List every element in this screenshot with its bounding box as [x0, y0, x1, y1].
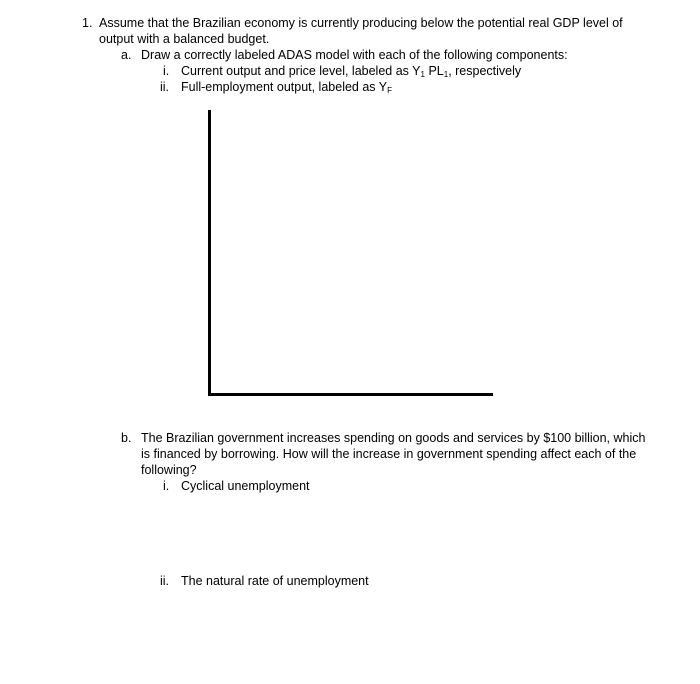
part-b-item-2-marker: ii. — [160, 574, 170, 588]
question-number: 1. — [82, 16, 93, 30]
item-1-text-after: , respectively — [448, 64, 522, 78]
item-2-text-before: Full-employment output, labeled as Y — [181, 80, 388, 94]
part-a-item-1-marker: i. — [163, 64, 170, 78]
part-a-marker: a. — [121, 48, 132, 62]
part-a-text: Draw a correctly labeled ADAS model with each of the following components: — [141, 48, 568, 62]
part-b-text-line-3: following? — [141, 463, 197, 477]
part-b-text-line-2: is financed by borrowing. How will the increase in government spending affect each of the — [141, 447, 637, 461]
part-b-text-line-1: The Brazilian government increases spending on goods and services by $100 billion, which — [141, 431, 646, 445]
item-2-subscript: F — [387, 86, 393, 95]
part-b-marker: b. — [121, 431, 132, 445]
part-b-item-2-text: The natural rate of unemployment — [181, 574, 369, 588]
item-1-text-before: Current output and price level, labeled as Y — [181, 64, 421, 78]
item-1-text-middle: PL — [424, 64, 444, 78]
part-a-item-2-marker: ii. — [160, 80, 170, 94]
question-text-line-2: output with a balanced budget. — [99, 32, 270, 46]
question-text-line-1: Assume that the Brazilian economy is currently producing below the potential real GDP level of — [99, 16, 623, 30]
part-b-item-1-marker: i. — [163, 479, 170, 493]
part-b-item-1-text: Cyclical unemployment — [181, 479, 310, 493]
item-1-subscript-1: 1 — [420, 70, 425, 79]
item-1-subscript-2: 1 — [443, 70, 449, 79]
